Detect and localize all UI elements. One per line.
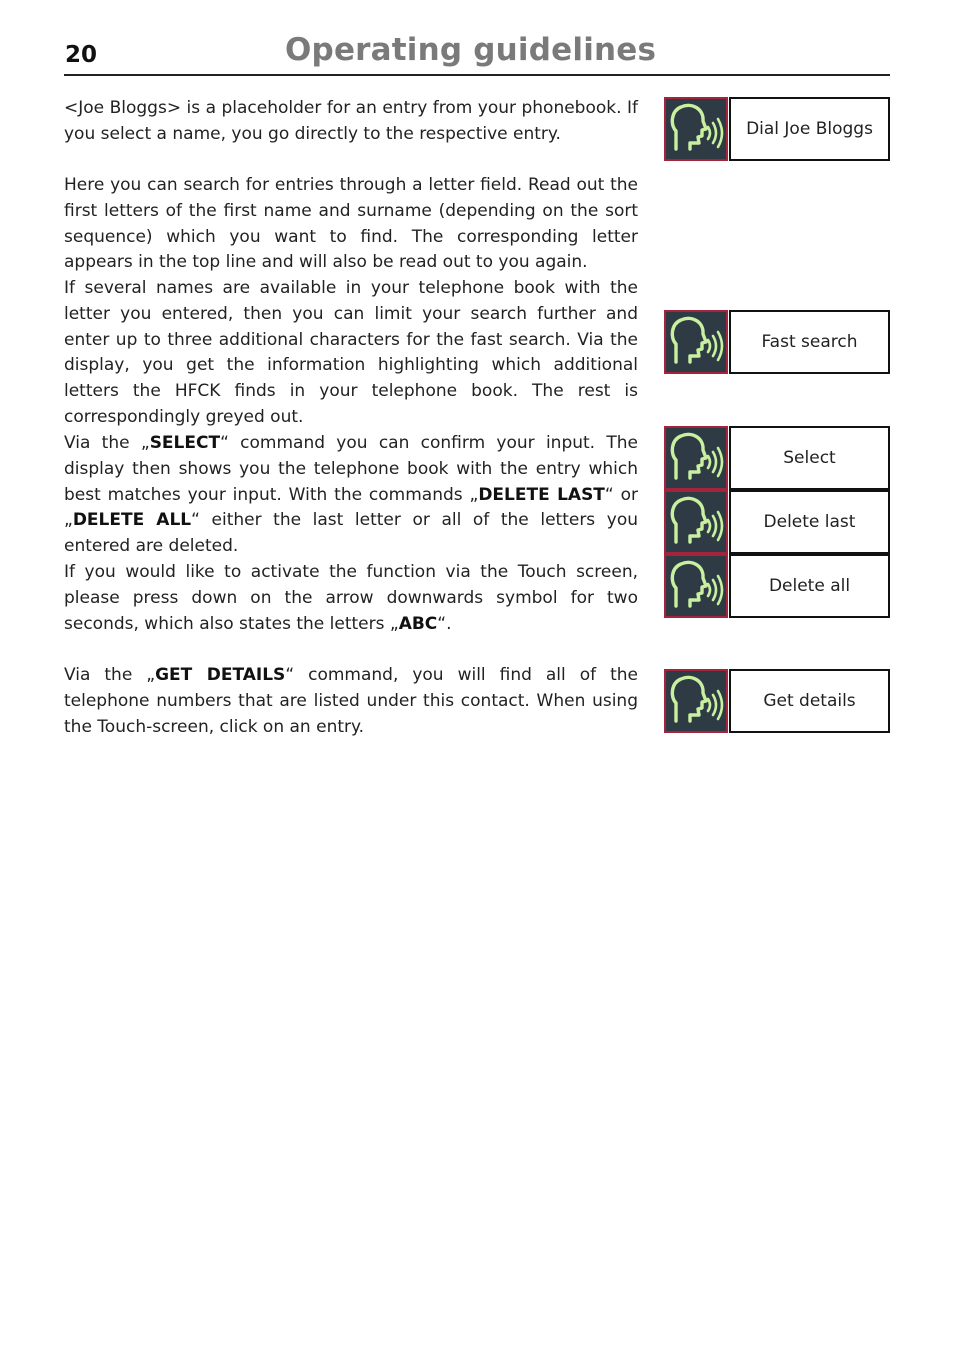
paragraph-get-details — [64, 663, 638, 740]
paragraph-letter-search: Here you can search for entries through a letter field. Read out the first letters of the first name and surname (depending on the sort sequence) which you want to find. The corresponding letter appears in the top line and will also be read out to you again. — [64, 175, 638, 273]
page-header — [64, 30, 890, 76]
command-dial-joe-bloggs[interactable] — [664, 97, 890, 161]
command-label: Delete all — [729, 554, 890, 618]
command-fast-search[interactable] — [664, 310, 890, 374]
command-label: Dial Joe Bloggs — [729, 97, 890, 161]
command-label: Fast search — [729, 310, 890, 374]
text-run: “ either the last letter or all of the letters you entered are deleted. — [64, 510, 638, 557]
voice-command-icon — [664, 97, 728, 161]
page-number: 20 — [65, 42, 98, 68]
command-label: Delete last — [729, 490, 890, 554]
command-keyword: ABC — [398, 613, 438, 634]
command-label: Select — [729, 426, 890, 490]
text-run: “ command, you will find all of the telephone numbers that are listed under this contact. When using the Touch-screen, click on an entry. — [64, 665, 639, 737]
command-delete-last[interactable] — [664, 490, 890, 554]
text-run: “ command you can confirm your input. The display then shows you the telephone book with the entry which best matches your input. With the commands „ — [64, 433, 638, 505]
text-run: “ or „ — [64, 484, 638, 531]
page-title: Operating guidelines — [285, 32, 657, 68]
voice-command-icon — [664, 554, 728, 618]
command-keyword: SELECT — [149, 433, 221, 453]
paragraph-fast-search: If several names are available in your telephone book with the letter you entered, then you can limit your search further and enter up to three additional characters for the fast search. Via the display, you get the information highlighting which additional letters the HFCK finds in your telephone book. The rest is correspondingly greyed out. — [64, 278, 638, 427]
voice-command-icon — [664, 426, 728, 490]
text-run: “. — [437, 613, 452, 634]
command-label: Get details — [729, 669, 890, 733]
paragraph-touch-screen — [64, 560, 638, 637]
command-keyword: DELETE LAST — [478, 484, 605, 505]
paragraph-joe-bloggs: <Joe Bloggs> is a placeholder for an entry from your phonebook. If you select a name, you go directly to the respective entry. — [64, 98, 638, 144]
paragraph-select-delete — [64, 431, 638, 560]
text-run: Via the „ — [64, 433, 150, 453]
text-run: Via the „ — [64, 665, 156, 685]
command-select[interactable] — [664, 426, 890, 490]
command-get-details[interactable] — [664, 669, 890, 733]
text-run: If you would like to activate the function via the Touch screen, please press down on the arrow downwards symbol for two seconds, which also states the letters „ — [64, 562, 638, 634]
command-keyword: DELETE ALL — [72, 510, 192, 531]
command-keyword: GET DETAILS — [155, 665, 286, 685]
voice-command-icon — [664, 669, 728, 733]
voice-command-icon — [664, 310, 728, 374]
command-delete-all[interactable] — [664, 554, 890, 618]
voice-command-icon — [664, 490, 728, 554]
